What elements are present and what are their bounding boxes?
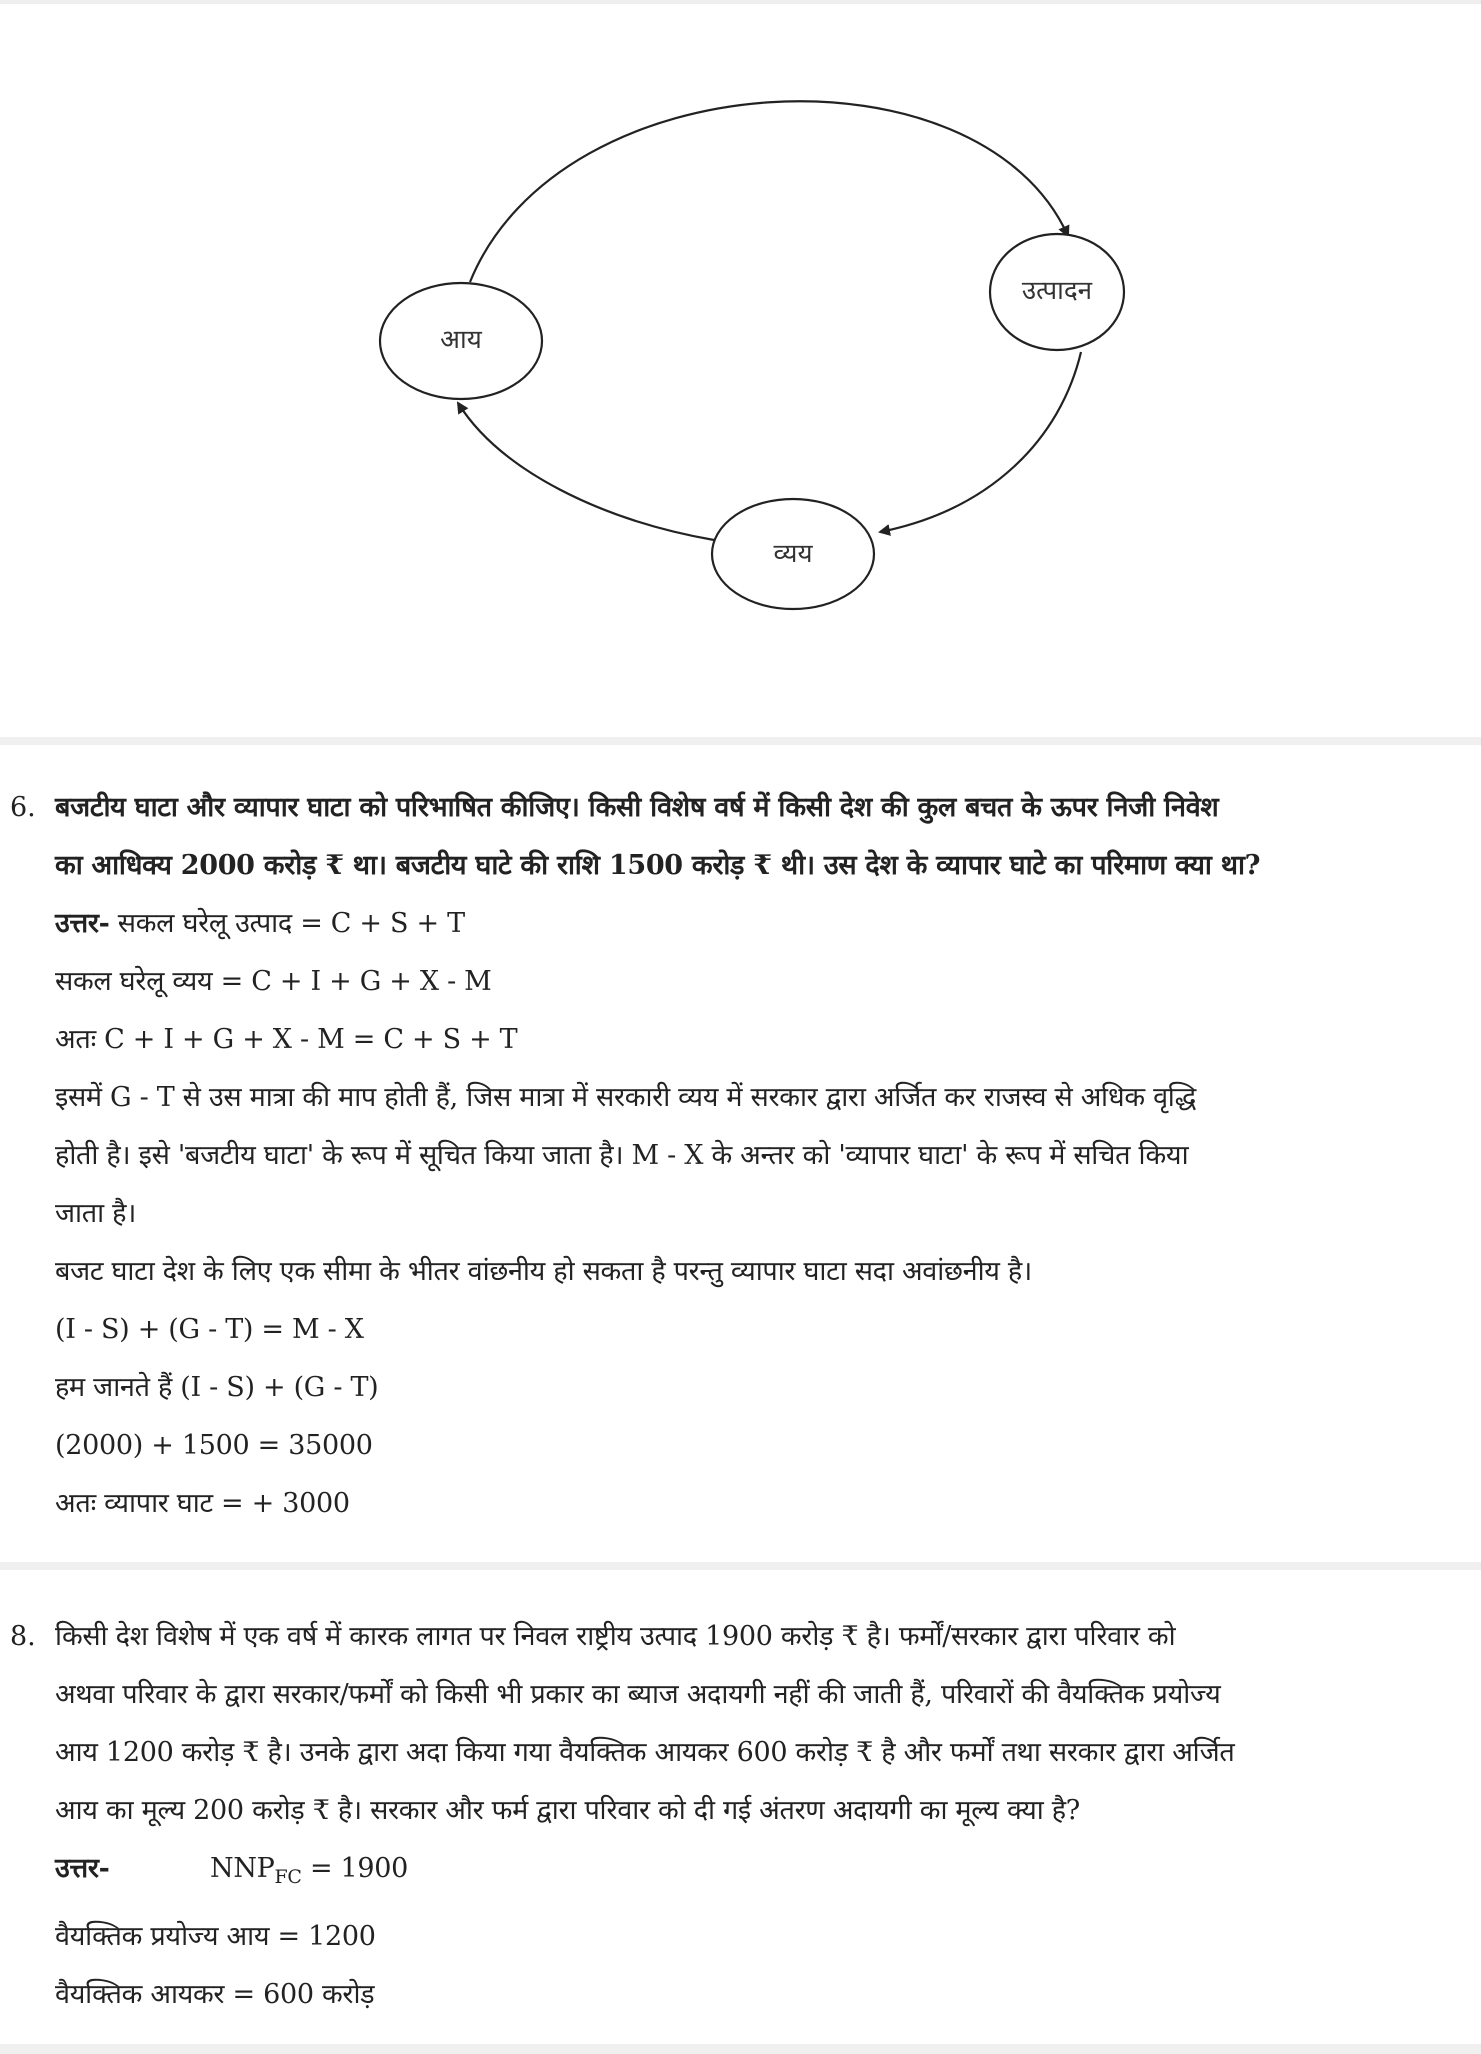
node-income bbox=[380, 283, 542, 399]
node-production bbox=[990, 234, 1124, 350]
answer-label: उत्तर- bbox=[55, 908, 110, 939]
answer-line bbox=[55, 904, 465, 944]
question-text: आय का मूल्य 200 करोड़ ₹ है। सरकार और फर्म द्वारा परिवार को दी गई अंतरण अदायगी का मूल्य क्या है? bbox=[55, 1795, 1080, 1826]
circular-flow-diagram bbox=[0, 0, 1481, 740]
nnp-subscript: FC bbox=[274, 1866, 302, 1888]
node-production-label: उत्पादन bbox=[1021, 276, 1093, 306]
nnp-equation bbox=[210, 1849, 408, 1897]
question-text: का आधिक्य 2000 करोड़ ₹ था। बजटीय घाटे की राशि 1500 करोड़ ₹ थी। उस देश के व्यापार घाटे का परिमाण क्या था? bbox=[55, 850, 1261, 881]
answer-line: जाता है। bbox=[55, 1198, 137, 1229]
question-text: आय 1200 करोड़ ₹ है। उनके द्वारा अदा किया गया वैयक्तिक आयकर 600 करोड़ ₹ है और फर्मों तथा सरकार द्वारा अर्जित bbox=[55, 1737, 1235, 1768]
node-expenditure bbox=[712, 499, 874, 609]
answer-line: हम जानते हैं (I - S) + (G - T) bbox=[55, 1372, 379, 1403]
answer-line: होती है। इसे 'बजटीय घाटा' के रूप में सूचित किया जाता है। M - X के अन्तर को 'व्यापार घाटा' के रूप में सचित किया bbox=[55, 1140, 1189, 1171]
answer-line: वैयक्तिक प्रयोज्य आय = 1200 bbox=[55, 1921, 376, 1952]
question-text: बजटीय घाटा और व्यापार घाटा को परिभाषित कीजिए। किसी विशेष वर्ष में किसी देश की कुल बचत के ऊपर निजी निवेश bbox=[55, 792, 1219, 823]
arrow-expenditure-to-income bbox=[458, 403, 714, 540]
answer-line: वैयक्तिक आयकर = 600 करोड़ bbox=[55, 1979, 375, 2010]
section-divider bbox=[0, 737, 1481, 745]
nnp-main: NNP bbox=[210, 1853, 275, 1884]
answer-text: सकल घरेलू उत्पाद = C + S + T bbox=[109, 908, 465, 939]
answer-line: बजट घाटा देश के लिए एक सीमा के भीतर वांछनीय हो सकता है परन्तु व्यापार घाटा सदा अवांछनीय है। bbox=[55, 1256, 1032, 1287]
answer-line: अतः व्यापार घाट = + 3000 bbox=[55, 1488, 350, 1519]
answer-line: सकल घरेलू व्यय = C + I + G + X - M bbox=[55, 966, 492, 997]
answer-line: अतः C + I + G + X - M = C + S + T bbox=[55, 1024, 518, 1055]
question-text: अथवा परिवार के द्वारा सरकार/फर्मों को किसी भी प्रकार का ब्याज अदायगी नहीं की जाती हैं, परिवारों की वैयक्तिक प्रयोज्य bbox=[55, 1679, 1221, 1710]
node-expenditure-label: व्यय bbox=[773, 539, 813, 569]
section-divider bbox=[0, 1562, 1481, 1570]
nnp-value: = 1900 bbox=[301, 1853, 409, 1884]
answer-line: (I - S) + (G - T) = M - X bbox=[55, 1314, 364, 1345]
arrow-production-to-expenditure bbox=[880, 352, 1081, 532]
answer-label: उत्तर- bbox=[55, 1853, 110, 1884]
answer-line: इसमें G - T से उस मात्रा की माप होती हैं, जिस मात्रा में सरकारी व्यय में सरकार द्वारा अर्जित कर राजस्व से अधिक वृद्धि bbox=[55, 1082, 1197, 1113]
question-text: किसी देश विशेष में एक वर्ष में कारक लागत पर निवल राष्ट्रीय उत्पाद 1900 करोड़ ₹ है। फर्मों/सरकार द्वारा परिवार को bbox=[55, 1621, 1176, 1652]
node-income-label: आय bbox=[440, 325, 482, 355]
answer-line: (2000) + 1500 = 35000 bbox=[55, 1430, 373, 1461]
question-number: 6. bbox=[10, 792, 36, 823]
bottom-divider bbox=[0, 2044, 1481, 2054]
question-number: 8. bbox=[10, 1621, 36, 1652]
arrow-income-to-production bbox=[470, 101, 1068, 282]
